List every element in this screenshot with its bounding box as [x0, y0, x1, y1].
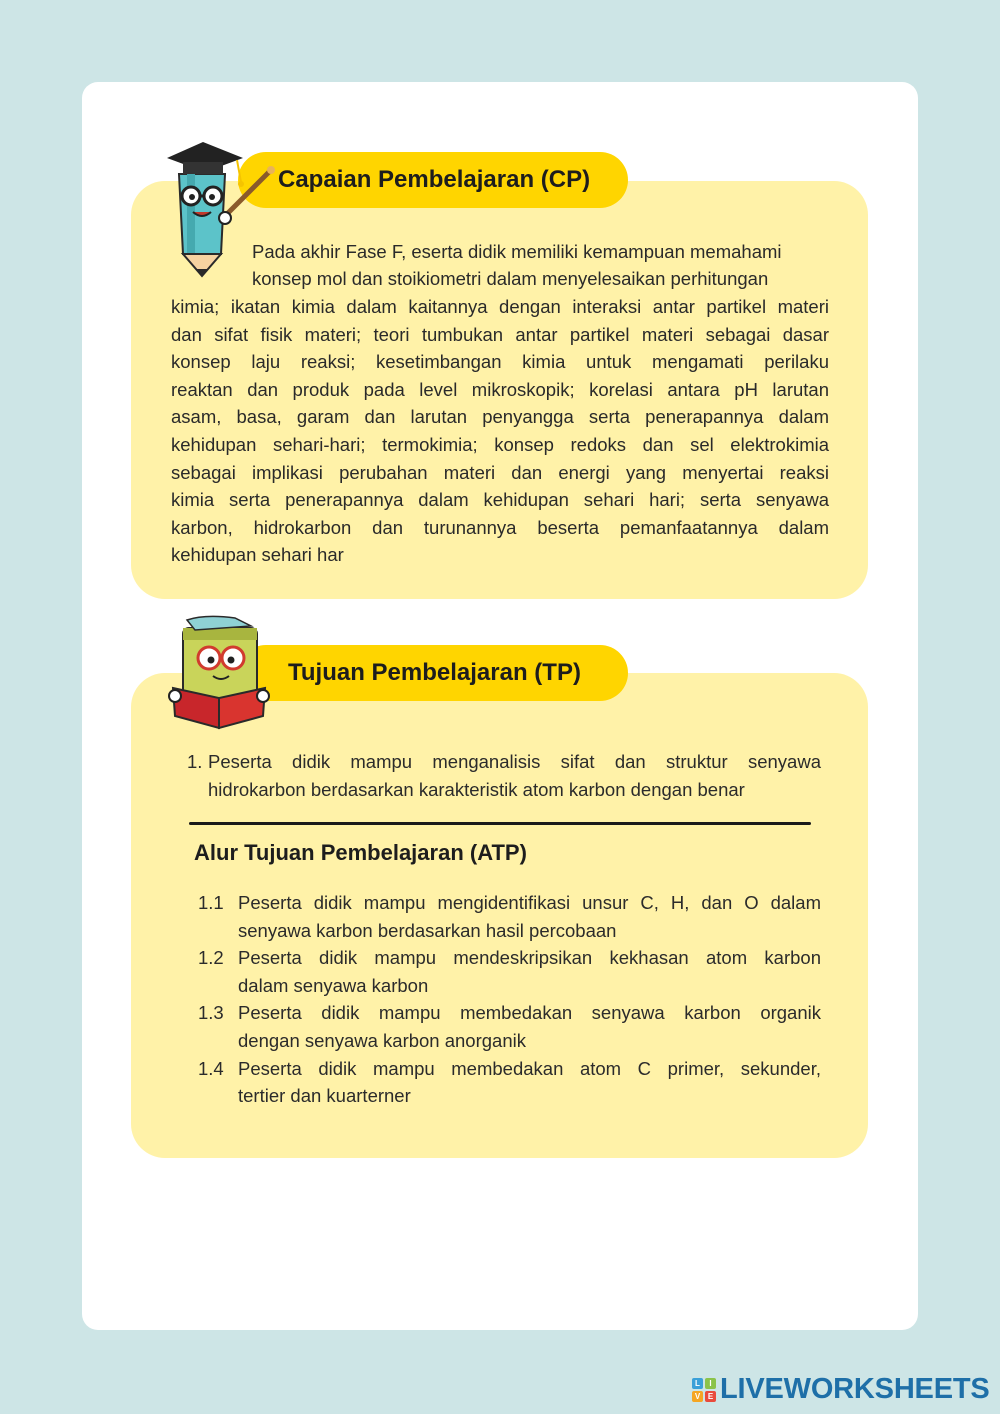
atp-list [198, 889, 821, 1110]
list-item [198, 944, 821, 999]
cp-paragraph [171, 293, 829, 569]
liveworksheets-logo[interactable] [692, 1373, 990, 1406]
cp-paragraph-line: asam, basa, garam dan larutan penyangga serta penerapannya dalam [171, 406, 829, 428]
list-item-line: Peserta didik mampu membedakan atom C primer, sekunder, [238, 1057, 821, 1079]
cp-paragraph-line: Pada akhir Fase F, eserta didik memiliki kemampuan memahami [252, 241, 782, 262]
list-item-number: 1.2 [198, 947, 224, 969]
logo-letter: V [692, 1391, 703, 1402]
cp-paragraph-line: dan sifat fisik materi; teori tumbukan antar partikel materi sebagai dasar [171, 323, 829, 345]
list-item-line: dalam senyawa karbon [238, 974, 429, 996]
list-item-number: 1. [187, 751, 203, 772]
list-item-text [238, 999, 821, 1054]
list-item-line: Peserta didik mampu mengidentifikasi unsur C, H, dan O dalam [238, 892, 821, 913]
list-item-text [208, 748, 821, 803]
list-item [198, 999, 821, 1054]
list-item-number: 1.4 [198, 1057, 224, 1079]
cp-title-pill [238, 152, 628, 208]
list-item-text [238, 889, 821, 944]
tp-title: Tujuan Pembelajaran (TP) [288, 659, 581, 686]
list-item [187, 748, 821, 803]
cp-title: Capaian Pembelajaran (CP) [278, 166, 591, 193]
list-item-number: 1.1 [198, 892, 224, 913]
list-item-line: Peserta didik mampu menganalisis sifat dan struktur senyawa [208, 751, 821, 772]
logo-letter: I [705, 1378, 716, 1389]
list-item [198, 889, 821, 944]
logo-letter: E [705, 1391, 716, 1402]
liveworksheets-logo-icon [692, 1378, 716, 1402]
cp-paragraph-line: konsep mol dan stoikiometri dalam menyelesaikan perhitungan [252, 268, 769, 289]
list-item-line: hidrokarbon berdasarkan karakteristik atom karbon dengan benar [208, 778, 745, 800]
list-item-line: tertier dan kuarterner [238, 1085, 411, 1107]
atp-heading: Alur Tujuan Pembelajaran (ATP) [194, 840, 527, 865]
cp-paragraph-line: sebagai implikasi perubahan materi dan energi yang menyertai reaksi [171, 461, 829, 483]
cp-paragraph-line: konsep laju reaksi; kesetimbangan kimia untuk mengamati perilaku [171, 351, 829, 373]
list-item-line: Peserta didik mampu mendeskripsikan kekhasan atom karbon [238, 947, 821, 969]
reading-book-mascot-icon [165, 612, 273, 732]
logo-text: LIVEWORKSHEETS [720, 1373, 990, 1405]
divider [189, 822, 811, 825]
cp-paragraph-line: reaktan dan produk pada level mikroskopik; korelasi antara pH larutan [171, 378, 829, 400]
logo-letter: L [692, 1378, 703, 1389]
cp-paragraph-line: kimia; ikatan kimia dalam kaitannya dengan interaksi antar partikel materi [171, 296, 829, 317]
list-item-line: dengan senyawa karbon anorganik [238, 1029, 526, 1051]
list-item-line: Peserta didik mampu membedakan senyawa karbon organik [238, 1002, 821, 1024]
tp-title-pill [238, 645, 628, 701]
cp-paragraph-line: kehidupan sehari har [171, 544, 344, 566]
list-item-number: 1.3 [198, 1002, 224, 1024]
tp-list [187, 748, 821, 803]
cp-paragraph-line: kimia serta penerapannya dalam kehidupan sehari hari; serta senyawa [171, 489, 829, 511]
cp-paragraph-line: karbon, hidrokarbon dan turunannya beserta pemanfaatannya dalam [171, 516, 829, 538]
list-item [198, 1055, 821, 1110]
cp-paragraph-line: kehidupan sehari-hari; termokimia; konsep redoks dan sel elektrokimia [171, 433, 829, 455]
list-item-line: senyawa karbon berdasarkan hasil percobaan [238, 919, 617, 941]
list-item-text [238, 1055, 821, 1110]
list-item-text [238, 944, 821, 999]
